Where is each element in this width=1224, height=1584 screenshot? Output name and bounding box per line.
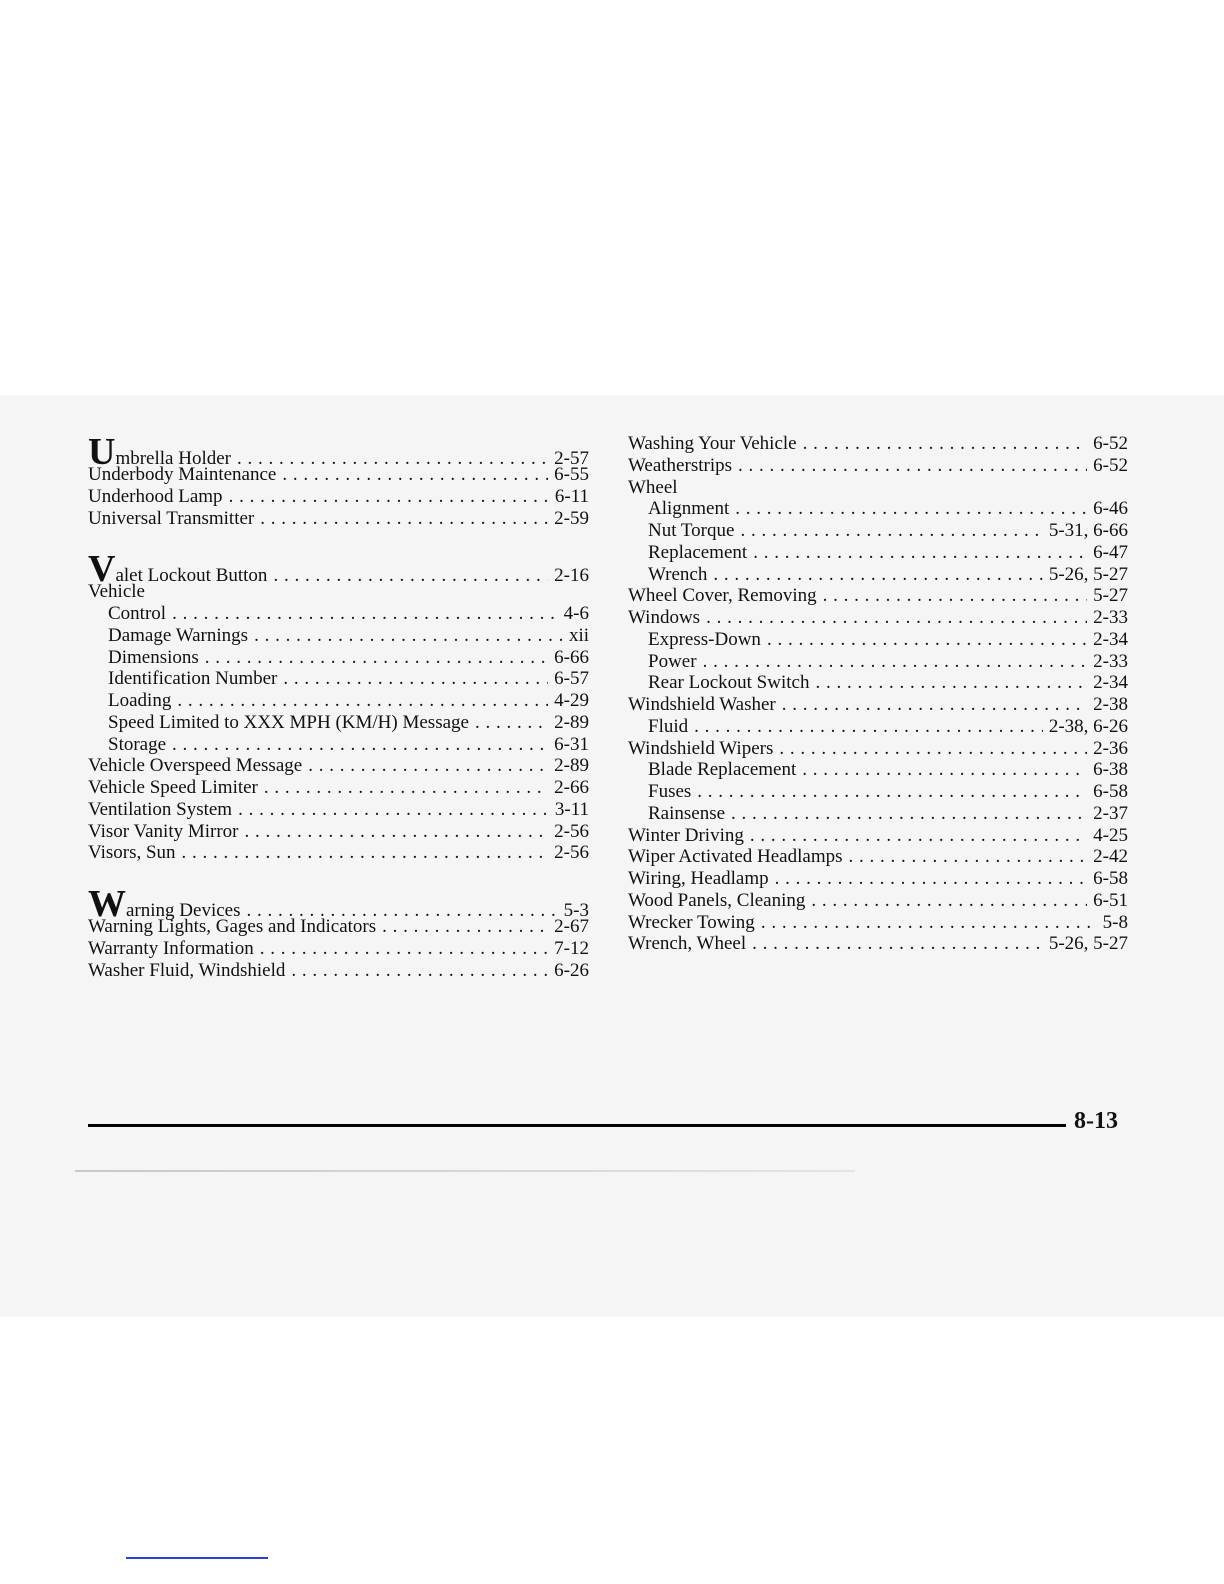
entry-label: Vehicle Overspeed Message: [88, 755, 303, 777]
index-entry: [88, 464, 589, 486]
dot-leader: [229, 486, 549, 508]
section-initial-letter: V: [88, 548, 116, 591]
entry-label: Identification Number: [108, 668, 278, 690]
link-underline: [126, 1557, 268, 1559]
dot-leader: [706, 607, 1087, 629]
page-reference: 6-55: [554, 464, 589, 485]
index-entry: [628, 738, 1128, 760]
page-reference: 6-46: [1093, 498, 1128, 520]
dot-leader: [254, 625, 563, 647]
dot-leader: [823, 585, 1088, 607]
index-entry: [628, 694, 1128, 716]
page-reference: 2-66: [554, 777, 589, 798]
index-subentry: [628, 629, 1128, 651]
page-reference: 4-29: [554, 690, 589, 711]
entry-label: Wheel Cover, Removing: [628, 585, 817, 607]
page-reference: 2-36: [1093, 737, 1128, 759]
page-reference: 5-26, 5-27: [1048, 563, 1128, 585]
dot-leader: [205, 647, 548, 669]
entry-label: Wood Panels, Cleaning: [628, 889, 806, 911]
page-reference: 2-38, 6-26: [1048, 715, 1128, 737]
index-subentry: [628, 716, 1128, 738]
index-entry: [628, 912, 1128, 934]
index-entry: [88, 548, 589, 591]
index-subentry: [88, 712, 589, 734]
dot-leader: [811, 890, 1087, 912]
entry-label: Wrench, Wheel: [628, 933, 747, 955]
entry-label: Control: [108, 603, 167, 624]
dot-leader: [694, 716, 1043, 738]
entry-label: Wiring, Headlamp: [628, 868, 769, 889]
scan-artifact-line: [75, 1170, 855, 1172]
page-reference: 6-11: [554, 485, 589, 507]
index-subentry: [628, 542, 1128, 564]
index-subentry: [88, 668, 589, 690]
entry-label: Wrecker Towing: [628, 911, 755, 933]
index-entry: [88, 883, 589, 925]
entry-label: Fluid: [648, 715, 689, 737]
entry-label-text: arning Devices: [126, 900, 241, 921]
dot-leader: [782, 694, 1087, 716]
dot-leader: [731, 803, 1087, 825]
dot-leader: [238, 799, 549, 821]
entry-label: Fuses: [648, 781, 692, 802]
dot-leader: [815, 672, 1087, 694]
dot-leader: [752, 933, 1043, 955]
page-reference: 7-12: [554, 937, 589, 959]
entry-label: Windshield Wipers: [628, 737, 774, 759]
page-reference: 2-59: [554, 507, 589, 529]
index-entry: [88, 821, 589, 843]
dot-leader: [264, 777, 548, 799]
page-reference: 2-67: [554, 916, 589, 937]
entry-label: Blade Replacement: [648, 759, 797, 781]
index-entry: [628, 846, 1128, 868]
page-reference: 4-6: [563, 603, 589, 624]
index-subentry: [628, 781, 1128, 803]
index-subentry: [88, 690, 589, 712]
page-reference: 2-16: [554, 565, 589, 587]
page-reference: 2-34: [1093, 628, 1128, 650]
entry-label: Express-Down: [648, 628, 761, 650]
dot-leader: [767, 629, 1087, 651]
page-reference: 6-52: [1093, 454, 1128, 476]
page-reference: 2-56: [554, 820, 589, 842]
entry-label: Alignment: [648, 498, 730, 520]
index-letter-section: [88, 433, 589, 529]
entry-label: Underbody Maintenance: [88, 464, 277, 485]
entry-label: Warranty Information: [88, 937, 254, 959]
section-initial-letter: U: [88, 431, 116, 473]
dot-leader: [849, 846, 1088, 868]
page-reference: 6-57: [554, 668, 589, 690]
index-subentry: [628, 564, 1128, 586]
entry-label: Washer Fluid, Windshield: [88, 959, 286, 981]
entry-label: Loading: [108, 690, 172, 711]
page-reference: 2-57: [554, 448, 589, 469]
page-reference: 2-56: [554, 842, 589, 864]
index-entry: [88, 938, 589, 960]
entry-label-text: alet Lockout Button: [115, 565, 268, 587]
page-reference: 6-31: [554, 733, 589, 755]
dot-leader: [260, 938, 548, 960]
index-entry: [88, 431, 589, 473]
dot-leader: [283, 668, 548, 690]
index-entry: [628, 868, 1128, 890]
entry-label: Underhood Lamp: [88, 485, 223, 507]
dot-leader: [740, 520, 1042, 542]
dot-leader: [775, 868, 1088, 890]
entry-label: Rear Lockout Switch: [648, 672, 810, 694]
page-reference: 5-3: [563, 900, 589, 921]
entry-label: Washing Your Vehicle: [628, 433, 797, 454]
page-reference: 6-51: [1093, 889, 1128, 911]
dot-leader: [802, 759, 1087, 781]
entry-label: Wrench: [648, 563, 708, 585]
index-letter-section: [88, 885, 589, 981]
page-reference: 2-42: [1093, 846, 1128, 868]
page-reference: 5-27: [1093, 585, 1128, 607]
page-reference: 2-89: [554, 711, 589, 733]
index-entry: [88, 508, 589, 530]
index-subentry: [88, 603, 589, 625]
entry-label: Dimensions: [108, 646, 199, 668]
index-entry: [628, 433, 1128, 455]
page-reference: 6-66: [554, 646, 589, 668]
page-reference: 2-33: [1093, 650, 1128, 672]
dot-leader: [779, 738, 1087, 760]
entry-label: Replacement: [648, 541, 748, 563]
entry-label: Speed Limited to XXX MPH (KM/H) Message: [108, 711, 469, 733]
dot-leader: [273, 560, 548, 591]
index-entry: [88, 916, 589, 938]
entry-label: Wheel: [628, 476, 678, 498]
dot-leader: [260, 508, 548, 530]
page-number: 8-13: [1074, 1108, 1118, 1134]
entry-label: Ventilation System: [88, 798, 233, 820]
dot-leader: [738, 455, 1087, 477]
entry-label: Rainsense: [648, 802, 726, 824]
page-reference: 2-33: [1093, 607, 1128, 628]
dot-leader: [177, 690, 548, 712]
index-subentry: [628, 803, 1128, 825]
index-subentry: [628, 520, 1128, 542]
page-reference: 4-25: [1093, 824, 1128, 846]
dot-leader: [475, 712, 548, 734]
entry-label-text: mbrella Holder: [115, 448, 231, 469]
index-entry: [628, 825, 1128, 847]
index-entry: [628, 607, 1128, 629]
index-subentry: [88, 734, 589, 756]
index-entry: [628, 890, 1128, 912]
index-entry: [88, 755, 589, 777]
index-letter-section: [88, 550, 589, 864]
dot-leader: [172, 734, 548, 756]
index-entry: [88, 777, 589, 799]
dot-leader: [697, 781, 1087, 803]
index-subentry: [628, 672, 1128, 694]
dot-leader: [308, 755, 548, 777]
entry-label: Warning Lights, Gages and Indicators: [88, 916, 377, 937]
dot-leader: [172, 603, 558, 625]
index-entry: [628, 477, 1128, 499]
index-subentry: [88, 647, 589, 669]
page-reference: 5-8: [1102, 911, 1128, 933]
index-entry: [88, 842, 589, 864]
index-entry: [628, 455, 1128, 477]
section-initial-letter: W: [88, 883, 126, 925]
entry-label: Vehicle: [88, 581, 145, 603]
index-subentry: [628, 651, 1128, 673]
page-reference: 6-52: [1093, 433, 1128, 454]
entry-label: Vehicle Speed Limiter: [88, 777, 258, 798]
dot-leader: [182, 842, 549, 864]
dot-leader: [382, 916, 548, 938]
entry-label: Storage: [108, 733, 167, 755]
footer-rule: [88, 1124, 1066, 1127]
index-letter-section: [628, 433, 1128, 955]
dot-leader: [713, 564, 1042, 586]
dot-leader: [750, 825, 1087, 847]
page-reference: xii: [568, 624, 589, 646]
page-reference: 5-31, 6-66: [1048, 520, 1128, 541]
dot-leader: [291, 960, 548, 982]
page-reference: 6-38: [1093, 759, 1128, 781]
page-reference: 2-37: [1093, 802, 1128, 824]
entry-label: Wiper Activated Headlamps: [628, 846, 843, 868]
index-entry: [88, 486, 589, 508]
entry-label: Universal Transmitter: [88, 507, 255, 529]
entry-label: Visor Vanity Mirror: [88, 820, 239, 842]
dot-leader: [735, 498, 1087, 520]
index-subentry: [628, 759, 1128, 781]
dot-leader: [245, 821, 549, 843]
dot-leader: [282, 464, 548, 486]
entry-label: Windows: [628, 607, 701, 628]
index-subentry: [628, 498, 1128, 520]
entry-label: Visors, Sun: [88, 842, 176, 864]
dot-leader: [761, 912, 1097, 934]
index-entry: [628, 933, 1128, 955]
entry-label: Damage Warnings: [108, 624, 249, 646]
page-reference: 2-38: [1093, 694, 1128, 715]
page-reference: 6-58: [1093, 868, 1128, 889]
index-column-left: [88, 433, 589, 981]
entry-label: Weatherstrips: [628, 454, 732, 476]
page-reference: 6-58: [1093, 781, 1128, 802]
entry-label: Power: [648, 650, 697, 672]
page-reference: 5-26, 5-27: [1048, 933, 1128, 955]
dot-leader: [753, 542, 1087, 564]
page-reference: 6-26: [554, 959, 589, 981]
index-column-right: [628, 433, 1128, 955]
index-entry: [88, 960, 589, 982]
index-subentry: [88, 625, 589, 647]
entry-label: Windshield Washer: [628, 694, 776, 715]
index-entry: [88, 799, 589, 821]
entry-label: Winter Driving: [628, 824, 744, 846]
index-entry: [628, 585, 1128, 607]
dot-leader: [803, 433, 1088, 455]
page-reference: 2-89: [554, 755, 589, 777]
entry-label: Nut Torque: [648, 520, 735, 541]
page-reference: 3-11: [554, 798, 589, 820]
dot-leader: [703, 651, 1088, 673]
page-reference: 6-47: [1093, 541, 1128, 563]
page-reference: 2-34: [1093, 672, 1128, 694]
